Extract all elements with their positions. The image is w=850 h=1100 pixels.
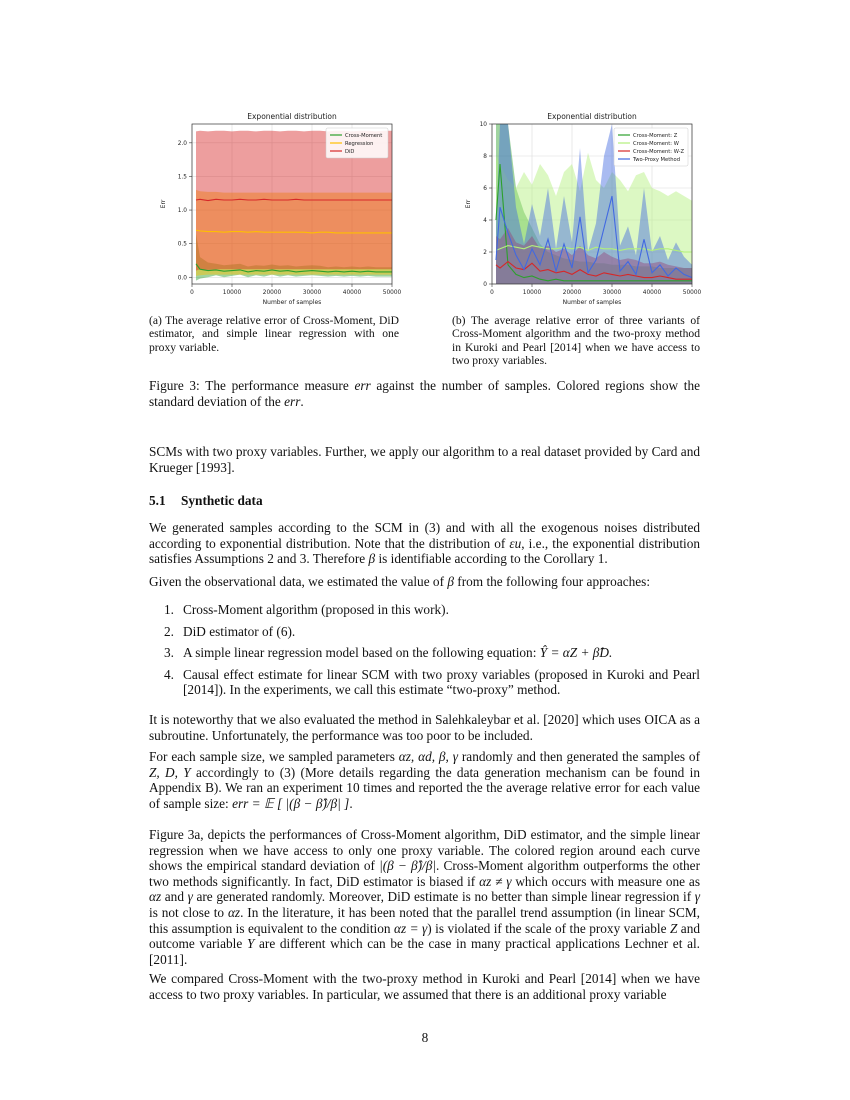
subcaption-b: (b) The average relative error of three variants of Cross-Moment algorithm and the two-proxy method in Kuroki and Pearl [2014] when we have access to two proxy variables. — [452, 314, 700, 368]
legend-label: Cross-Moment: Z — [633, 133, 678, 139]
list-item: 4. Causal effect estimate for linear SCM with two proxy variables (proposed in Kuroki and Pearl [2014]). In the experiments, we call this estimate “two-proxy” method. — [164, 666, 700, 698]
x-axis-label: Number of samples — [562, 299, 622, 306]
paragraph-given: Given the observational data, we estimated the value of β from the following four approaches: — [149, 574, 651, 589]
legend-label: DiD — [345, 149, 355, 155]
list-item: 2. DiD estimator of (6). — [164, 623, 296, 639]
x-tick-label: 50000 — [382, 290, 402, 296]
x-tick-label: 40000 — [642, 290, 662, 296]
subcaption-a: (a) The average relative error of Cross-Moment, DiD estimator, and simple linear regression with one proxy variable. — [149, 314, 399, 354]
y-tick-label: 10 — [479, 122, 487, 128]
list-item: 3. A simple linear regression model based on the following equation: Ŷ = αZ + β̂D. — [164, 645, 613, 661]
y-tick-label: 0.0 — [177, 275, 187, 282]
y-tick-label: 6 — [483, 186, 487, 192]
x-axis-label: Number of samples — [262, 299, 322, 306]
x-tick-label: 10000 — [522, 290, 542, 296]
y-axis-label: Err — [465, 199, 472, 209]
x-tick-label: 50000 — [682, 290, 702, 296]
legend-label: Two-Proxy Method — [633, 157, 681, 163]
legend-label: Cross-Moment: W — [633, 141, 679, 147]
approaches-list — [164, 602, 700, 704]
chart-title: Exponential distribution — [547, 112, 637, 121]
legend-label: Regression — [345, 141, 374, 147]
paragraph-intro: SCMs with two proxy variables. Further, we apply our algorithm to a real dataset provided by Card and Krueger [1993]. — [149, 444, 700, 475]
list-item: 1. Cross-Moment algorithm (proposed in this work). — [164, 602, 449, 617]
paragraph-sample-size: For each sample size, we sampled parameters αz, αd, β, γ randomly and then generated the samples of Z, D, Y accordingly to (3) (More details regarding the data generation mechanism can be found in Appendix B). We ran an experiment 10 times and reported the the average relative error for each value of sample size: err = 𝔼 [ |(β − β̂)/β| ]. — [149, 749, 701, 811]
x-tick-label: 40000 — [342, 290, 362, 296]
legend-label: Cross-Moment: W-Z — [633, 149, 685, 155]
paragraph-compared: We compared Cross-Moment with the two-proxy method in Kuroki and Pearl [2014] when we have access to two proxy variables. In particular, we assumed that there is an additional proxy variable — [149, 971, 700, 1002]
chart-a — [140, 108, 410, 308]
y-tick-label: 0 — [483, 282, 487, 288]
x-tick-label: 30000 — [302, 290, 322, 296]
x-tick-label: 20000 — [262, 290, 282, 296]
paragraph-figure-3a: Figure 3a, depicts the performances of Cross-Moment algorithm, DiD estimator, and the simple linear regression when we have access to only one proxy variable. The colored region around each curve shows the empirical standard deviation of |(β − β̂)/β|. Cross-Moment algorithm outperforms the other two methods significantly. In fact, DiD estimator is biased if αz ≠ γ which occurs with measure one as αz and γ are generated randomly. Moreover, DiD estimate is no better than simple linear regression if γ is not close to αz. In the literature, it has been noted that the parallel trend assumption (in linear SCM, this assumption is equivalent to the condition αz = γ) is violated if the scale of the proxy variable Z and outcome variable Y are different which can be the case in many practical applications Lechner et al. [2011]. — [149, 827, 701, 967]
x-tick-label: 0 — [190, 290, 194, 296]
x-tick-label: 30000 — [602, 290, 622, 296]
y-tick-label: 1.5 — [177, 174, 187, 181]
y-tick-label: 2 — [483, 250, 487, 256]
y-tick-label: 4 — [483, 218, 487, 224]
paragraph-generated: We generated samples according to the SCM in (3) and with all the exogenous noises distributed according to exponential distribution. Note that the distribution of εu, i.e., the exponential distribution satisfies Assumptions 2 and 3. Therefore β is identifiable according to the Corollary 1. — [149, 520, 700, 567]
section-number: 5.1 — [149, 493, 166, 508]
section-heading — [149, 493, 700, 509]
x-tick-label: 10000 — [222, 290, 242, 296]
paragraph-noteworthy: It is noteworthy that we also evaluated the method in Salehkaleybar et al. [2020] which uses OICA as a subroutine. Unfortunately, the performance was too poor to be included. — [149, 712, 700, 743]
figure-caption: Figure 3: The performance measure err against the number of samples. Colored regions show the standard deviation of the err. — [149, 378, 701, 409]
legend-label: Cross-Moment — [345, 133, 383, 139]
y-tick-label: 0.5 — [177, 241, 187, 248]
x-tick-label: 0 — [490, 290, 494, 296]
y-tick-label: 2.0 — [177, 140, 187, 147]
section-title: Synthetic data — [181, 493, 263, 508]
y-tick-label: 1.0 — [177, 208, 187, 215]
page-number: 8 — [421, 1030, 429, 1045]
x-tick-label: 20000 — [562, 290, 582, 296]
y-tick-label: 8 — [483, 154, 487, 160]
y-axis-label: Err — [160, 199, 167, 209]
chart-b — [440, 108, 710, 308]
chart-title: Exponential distribution — [247, 112, 337, 121]
